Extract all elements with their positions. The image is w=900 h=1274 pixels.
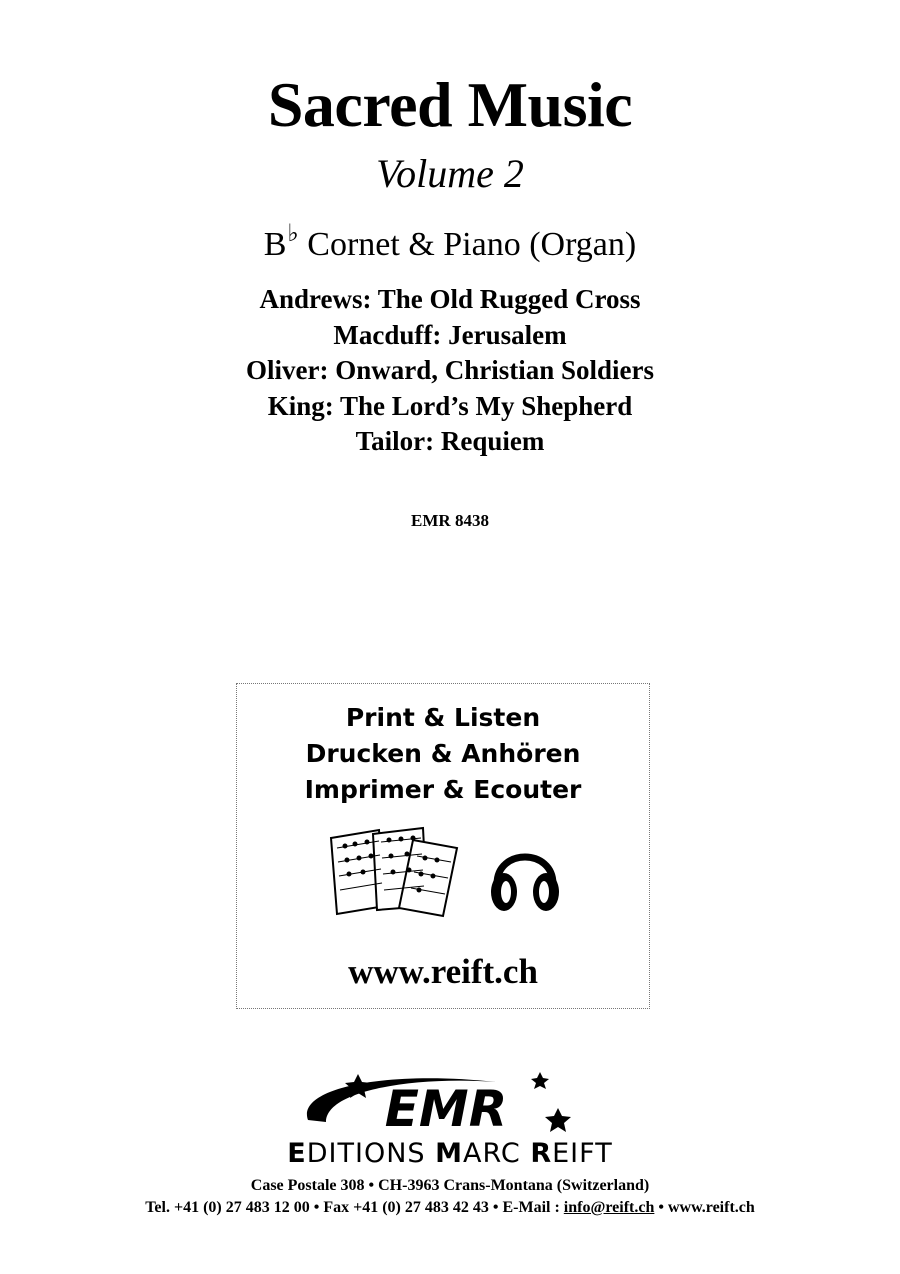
publisher-name	[0, 1138, 900, 1169]
volume-subtitle: Volume 2	[376, 151, 524, 196]
promo-line-french: Imprimer & Ecouter	[304, 775, 582, 804]
catalog-number: EMR 8438	[411, 511, 489, 530]
brand-part: EIFT	[552, 1138, 613, 1169]
contact-website: • www.reift.ch	[654, 1199, 755, 1216]
work-item: Andrews: The Old Rugged Cross	[259, 284, 641, 314]
work-item: Tailor: Requiem	[355, 426, 545, 456]
brand-initial-r: R	[530, 1138, 553, 1169]
contact-phone-fax: Tel. +41 (0) 27 483 12 00 • Fax +41 (0) 27 483 42 43 • E-Mail :	[145, 1199, 564, 1216]
emr-logo	[296, 1070, 586, 1142]
instrument-key: B	[263, 226, 287, 263]
logo-text: EMR	[384, 1080, 508, 1138]
promo-text	[237, 700, 649, 808]
page-title: Sacred Music	[267, 69, 633, 140]
publisher-contact	[0, 1199, 900, 1217]
promo-website: www.reift.ch	[348, 952, 538, 991]
instrumentation	[0, 219, 900, 264]
publisher-address: Case Postale 308 • CH-3963 Crans-Montana (Switzerland)	[250, 1177, 650, 1194]
email-link[interactable]: info@reift.ch	[563, 1199, 655, 1216]
brand-part: ARC	[463, 1138, 531, 1169]
work-item: King: The Lord’s My Shepherd	[267, 390, 633, 421]
instrument-text: Cornet & Piano (Organ)	[298, 226, 637, 263]
brand-initial-e: E	[287, 1138, 307, 1169]
work-item: Macduff: Jerusalem	[333, 319, 567, 350]
works-list	[0, 282, 900, 460]
headphones-icon	[487, 834, 563, 914]
flat-sign: ♭	[287, 221, 299, 247]
brand-initial-m: M	[435, 1138, 463, 1169]
promo-line-german: Drucken & Anhören	[305, 739, 581, 768]
work-item: Oliver: Onward, Christian Soldiers	[245, 355, 654, 385]
print-listen-box	[236, 683, 650, 1009]
sheet-music-icon	[329, 826, 463, 918]
promo-line-english: Print & Listen	[345, 703, 541, 732]
brand-part: DITIONS	[306, 1138, 436, 1169]
